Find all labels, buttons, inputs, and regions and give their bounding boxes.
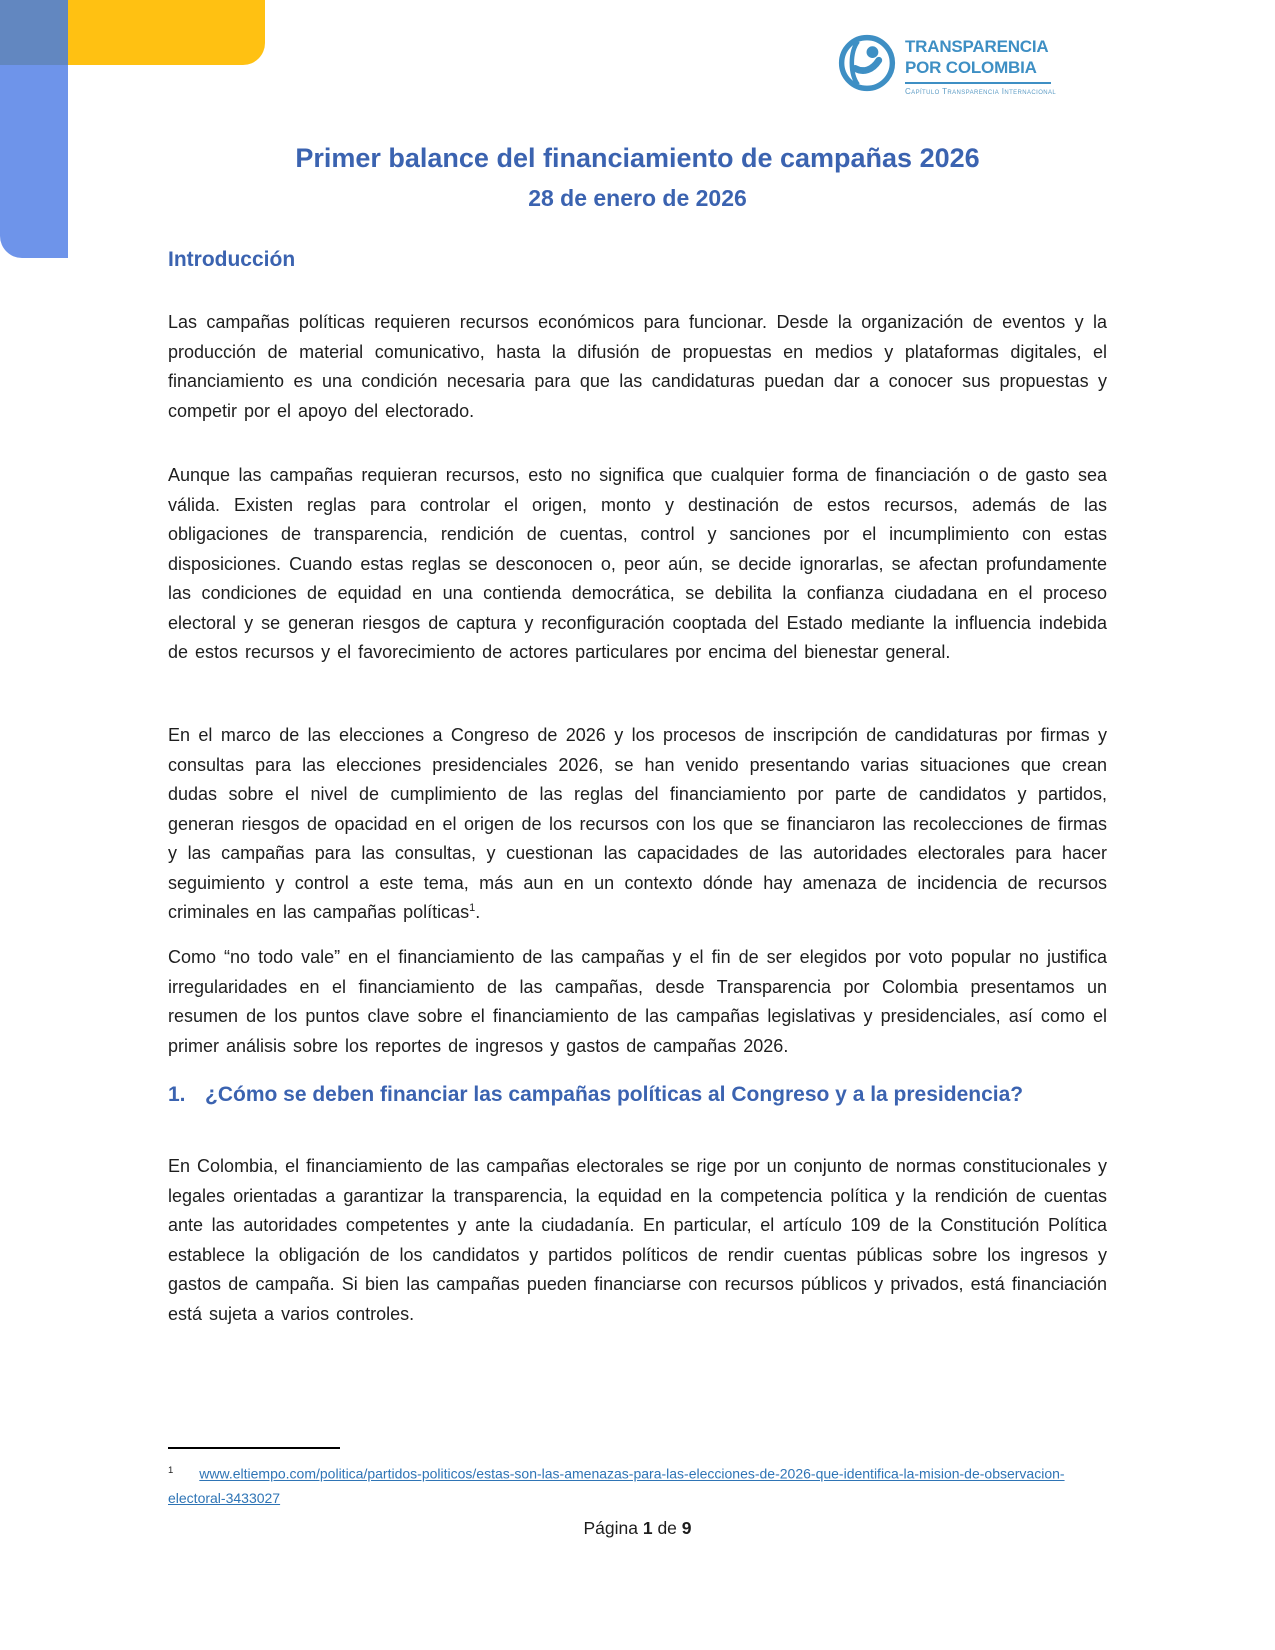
decoration-slate-square — [0, 0, 68, 65]
footer-of: de — [657, 1518, 677, 1538]
intro-paragraph-1: Las campañas políticas requieren recursos económicos para funcionar. Desde la organización de eventos y la producción de material comunicativo, hasta la difusión de propuestas en medios y plataformas digitales, el financiamiento es una condición necesaria para que las candidaturas puedan dar a conocer sus propuestas y competir por el apoyo del electorado. — [168, 312, 1107, 421]
intro-paragraph-4: Como “no todo vale” en el financiamiento de las campañas y el fin de ser elegidos por voto popular no justifica irregularidades en el financiamiento de las campañas, desde Transparencia por Colombia presentamos un resumen de los puntos clave sobre el financiamiento de las campañas legislativas y presidenciales, así como el primer análisis sobre los reportes de ingresos y gastos de campañas 2026. — [168, 947, 1107, 1056]
document-title: Primer balance del financiamiento de campañas 2026 — [295, 143, 980, 173]
intro-heading: Introducción — [168, 248, 296, 271]
org-name-line1: TRANSPARENCIA — [905, 37, 1049, 56]
document-date: 28 de enero de 2026 — [528, 185, 747, 211]
document-page — [168, 0, 1107, 1650]
org-name-line2: POR COLOMBIA — [905, 58, 1037, 77]
intro-paragraph-3 — [168, 721, 1107, 928]
footnote-marker: 1 — [168, 1465, 174, 1476]
section-1-title: ¿Cómo se deben financiar las campañas políticas al Congreso y a la presidencia? — [205, 1083, 1024, 1106]
footnote-1 — [168, 1459, 1107, 1510]
org-tagline: Capítulo Transparencia Internacional — [905, 87, 1057, 96]
intro-paragraph-2: Aunque las campañas requieran recursos, esto no significa que cualquier forma de financiación o de gasto sea válida. Existen reglas para controlar el origen, monto y destinación de estos recursos, además de las obligaciones de transparencia, rendición de cuentas, control y sanciones por el incumplimiento con estas disposiciones. Cuando estas reglas se desconocen o, peor aún, se decide ignorarlas, se afectan profundamente las condiciones de equidad en una contienda democrática, se debilita la confianza ciudadana en el proceso electoral y se generan riesgos de captura y reconfiguración cooptada del Estado mediante la influencia indebida de estos recursos y el favorecimiento de actores particulares por encima del bienestar general. — [168, 465, 1107, 662]
section-1-number: 1. — [168, 1083, 186, 1106]
paragraph-suffix: . — [475, 902, 481, 922]
paragraph-text: En el marco de las elecciones a Congreso de 2026 y los procesos de inscripción de candidaturas por firmas y consultas para las elecciones presidenciales 2026, se han venido presentando varias situaciones que crean dudas sobre el nivel de cumplimiento de las reglas del financiamiento por parte de candidatos y partidos, generan riesgos de opacidad en el origen de los recursos con los que se financiaron las recolecciones de firmas y las campañas para las consultas, y cuestionan las capacidades de las autoridades electorales para hacer seguimiento y control a este tema, más aun en un contexto dónde hay amenaza de incidencia de recursos criminales en las campañas políticas — [168, 725, 1107, 922]
footer-total-pages: 9 — [681, 1518, 692, 1538]
footnote-link[interactable]: www.eltiempo.com/politica/partidos-politicos/estas-son-las-amenazas-para-las-elecciones-de-2026-que-identifica-la-mision-de-observacion-electoral-3433027 — [168, 1465, 1065, 1506]
section-1-paragraph-1: En Colombia, el financiamiento de las campañas electorales se rige por un conjunto de normas constitucionales y legales orientadas a garantizar la transparencia, la equidad en la competencia política y la rendición de cuentas ante las autoridades competentes y ante la ciudadanía. En particular, el artículo 109 de la Constitución Política establece la obligación de los candidatos y partidos políticos de rendir cuentas públicas sobre los ingresos y gastos de campaña. Si bien las campañas pueden financiarse con recursos públicos y privados, está financiación está sujeta a varios controles. — [168, 1156, 1107, 1324]
footnote-separator — [168, 1447, 340, 1449]
footnote-reference: 1 — [469, 902, 476, 914]
footer-current-page: 1 — [642, 1518, 653, 1538]
decoration-blue-bar — [0, 65, 68, 258]
section-1-heading — [168, 1081, 1107, 1109]
page-number-footer — [0, 1518, 1275, 1539]
footer-label: Página — [583, 1518, 638, 1538]
